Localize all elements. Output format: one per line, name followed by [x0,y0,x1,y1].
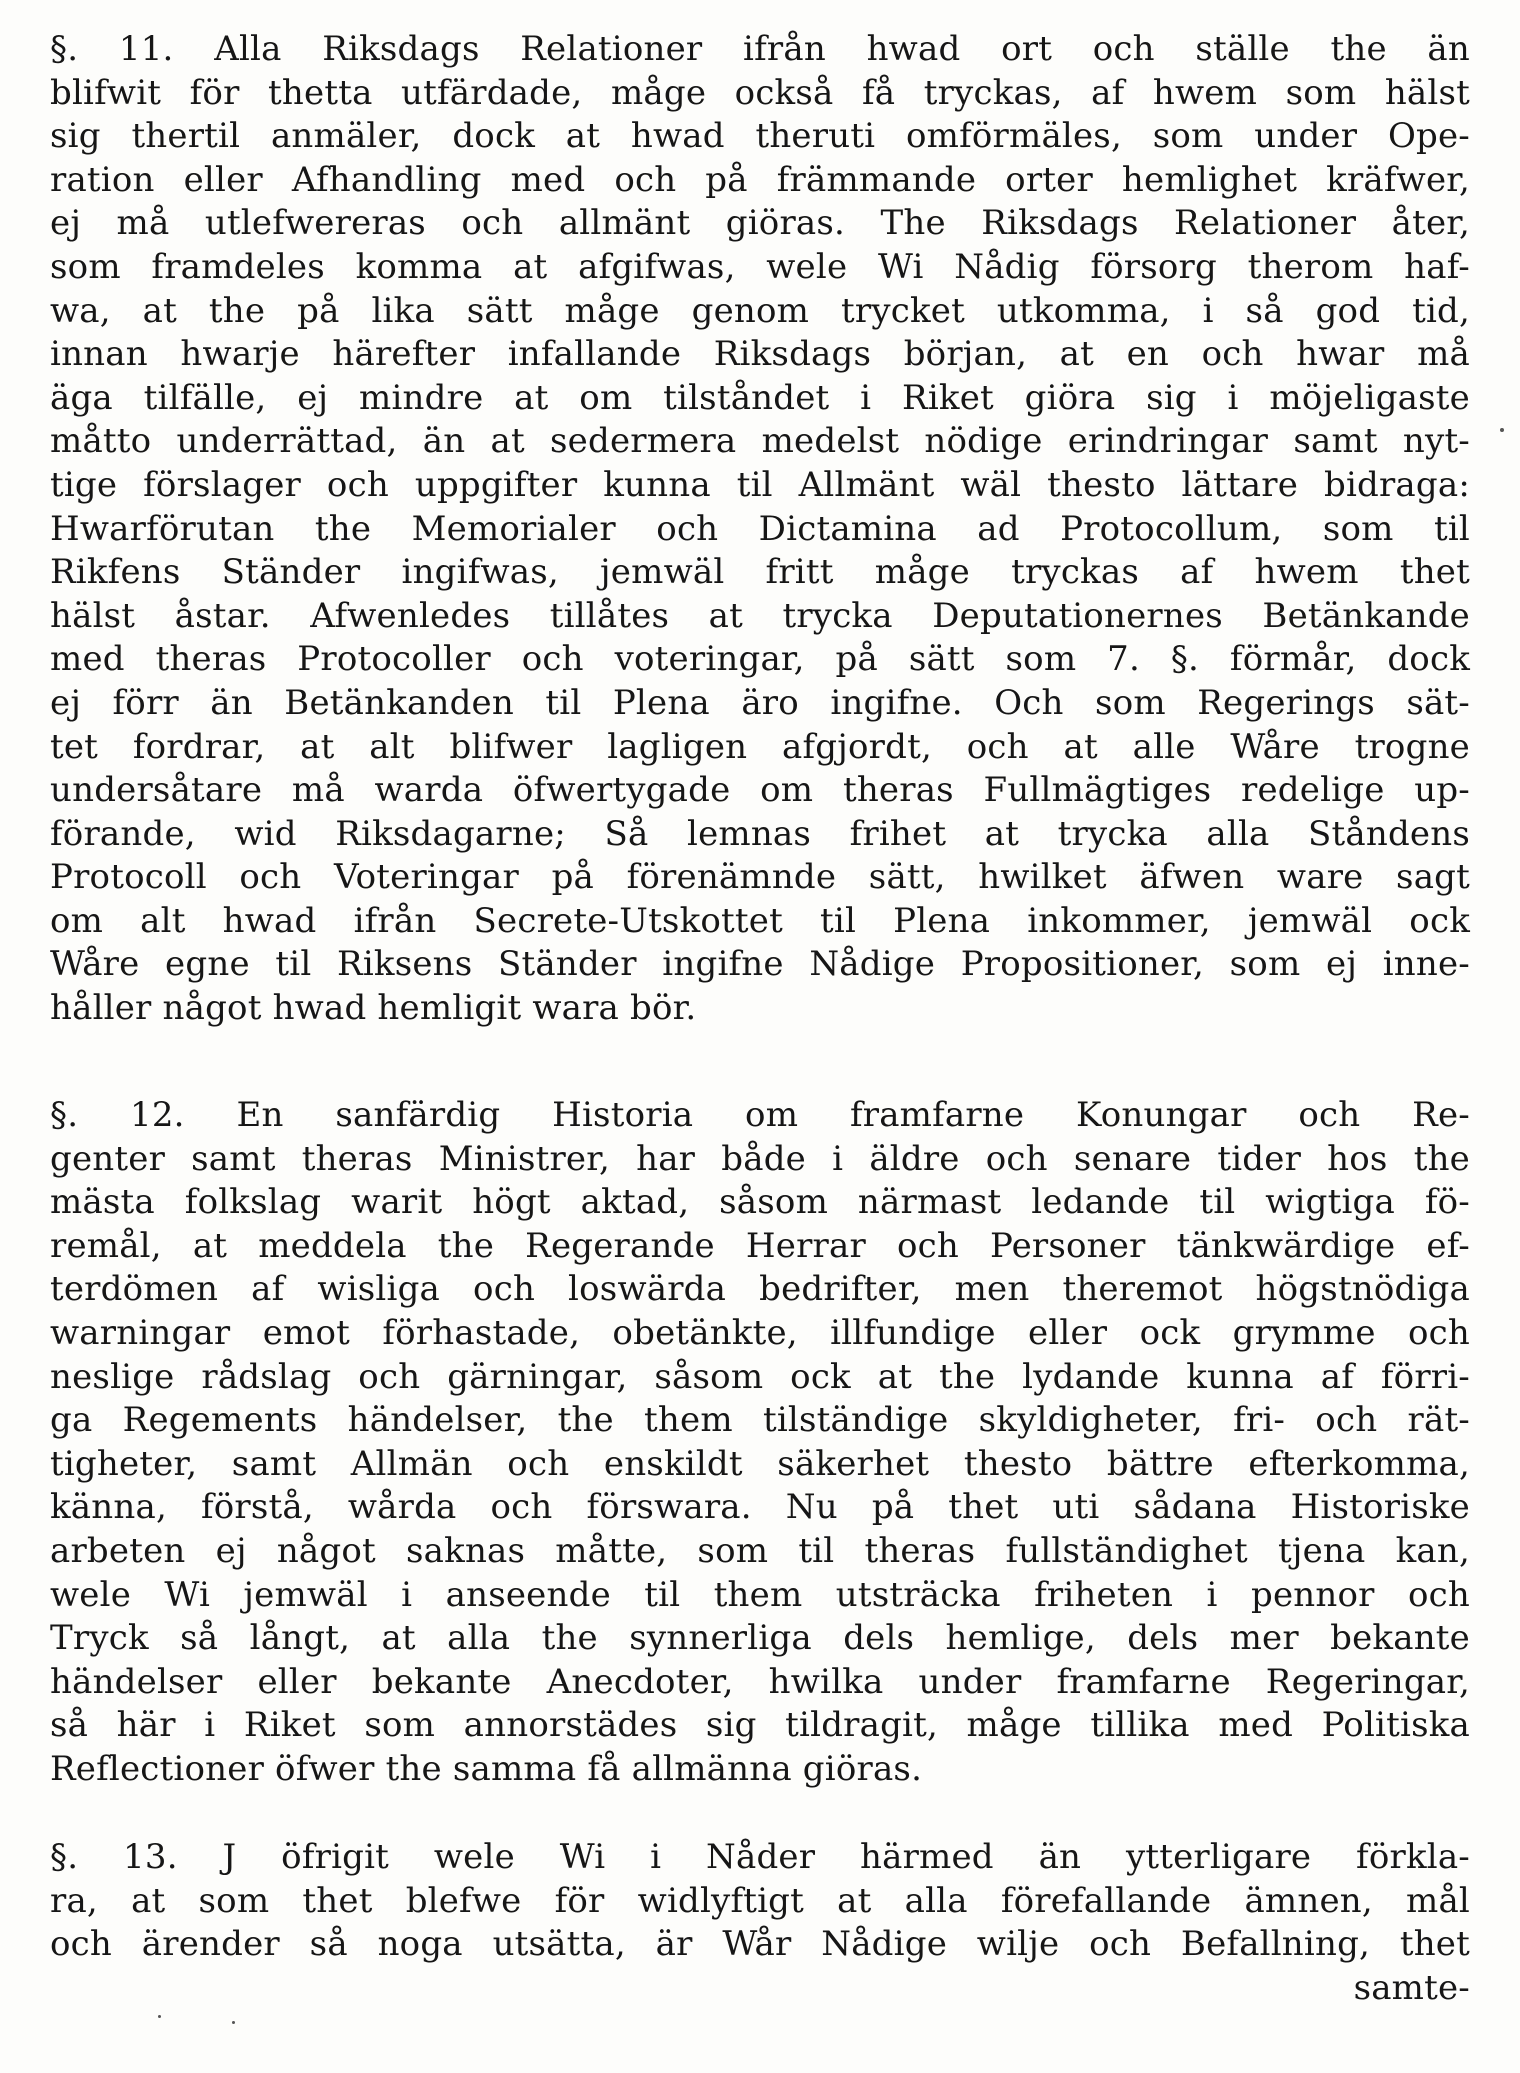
section-13-paragraph [50,1836,1470,2010]
text-line: händelser eller bekante Anecdoter, hwilka under framfarne Regeringar, [50,1661,1470,1702]
section-11-paragraph [50,28,1470,1031]
text-line: warningar emot förhastade, obetänkte, illfundige eller ock grymme och [50,1312,1470,1353]
text-line: håller något hwad hemligit wara bör. [50,988,697,1029]
text-line: med theras Protocoller och voteringar, på sätt som 7. §. förmår, dock [50,639,1470,680]
text-line: innan hwarje härefter infallande Riksdags början, at en och hwar må [50,334,1470,375]
text-line: wele Wi jemwäl i anseende til them utsträcka friheten i pennor och [50,1574,1470,1615]
text-line: §. 12. En sanfärdig Historia om framfarne Konungar och Re- [50,1095,1470,1135]
text-line: §. 13. J öfrigit wele Wi i Nåder härmed än ytterligare förkla- [50,1837,1470,1877]
text-line: Wåre egne til Riksens Ständer ingifne Nådige Propositioner, som ej inne- [50,944,1470,985]
text-line: wa, at the på lika sätt måge genom trycket utkomma, i så god tid, [50,290,1470,331]
text-line: terdömen af wisliga och loswärda bedrifter, men theremot högstnödiga [50,1269,1470,1310]
scan-speck [232,2021,235,2024]
text-line: ra, at som thet blefwe för widlyftigt at alla förefallande ämnen, mål [50,1880,1470,1921]
text-line: arbeten ej något saknas måtte, som til theras fullständighet tjena kan, [50,1530,1470,1571]
text-line: §. 11. Alla Riksdags Relationer ifrån hwad ort och ställe the än [50,29,1470,69]
text-line: Reflectioner öfwer the samma få allmänna giöras. [50,1748,923,1789]
text-line: blifwit för thetta utfärdade, måge också få tryckas, af hwem som hälst [50,72,1470,113]
text-line: ration eller Afhandling med och på främmande orter hemlighet kräfwer, [50,159,1470,200]
text-line: och ärender så noga utsätta, är Wår Nådige wilje och Befallning, thet [50,1924,1470,1965]
text-line: neslige rådslag och gärningar, såsom ock at the lydande kunna af förri- [50,1356,1470,1397]
text-line: mästa folkslag warit högt aktad, såsom närmast ledande til wigtiga fö- [50,1182,1470,1223]
text-line: om alt hwad ifrån Secrete-Utskottet til Plena inkommer, jemwäl ock [50,900,1470,941]
text-line: som framdeles komma at afgifwas, wele Wi Nådig försorg therom haf- [50,246,1470,287]
scan-speck [158,2015,161,2018]
text-line: remål, at meddela the Regerande Herrar och Personer tänkwärdige ef- [50,1225,1470,1266]
scan-speck [1500,428,1504,432]
text-line: känna, förstå, wårda och förswara. Nu på thet uti sådana Historiske [50,1487,1470,1528]
text-line: tigheter, samt Allmän och enskildt säkerhet thesto bättre efterkomma, [50,1443,1470,1484]
text-line: sig thertil anmäler, dock at hwad theruti omförmäles, som under Ope- [50,116,1470,157]
text-line: måtto underrättad, än at sedermera medelst nödige erindringar samt nyt- [50,421,1470,462]
text-line: Rikfens Ständer ingifwas, jemwäl fritt måge tryckas af hwem thet [50,552,1470,593]
text-line: ej förr än Betänkanden til Plena äro ingifne. Och som Regerings sät- [50,682,1470,723]
section-12-paragraph [50,1094,1470,1792]
text-line: så här i Riket som annorstädes sig tildragit, måge tillika med Politiska [50,1705,1470,1746]
text-line: Protocoll och Voteringar på förenämnde sätt, hwilket äfwen ware sagt [50,857,1470,898]
text-line: ga Regements händelser, the them tilständige skyldigheter, fri- och rät- [50,1400,1470,1441]
text-line: tige förslager och uppgifter kunna til Allmänt wäl thesto lättare bidraga: [50,464,1470,505]
text-line: undersåtare må warda öfwertygade om theras Fullmägtiges redelige up- [50,770,1470,811]
text-line: Hwarförutan the Memorialer och Dictamina ad Protocollum, som til [50,508,1470,549]
text-line: förande, wid Riksdagarne; Så lemnas frihet at trycka alla Ståndens [50,813,1470,854]
text-line: äga tilfälle, ej mindre at om tilståndet i Riket giöra sig i möjeligaste [50,377,1470,418]
text-line: genter samt theras Ministrer, har både i äldre och senare tider hos the [50,1138,1470,1179]
text-line: tet fordrar, at alt blifwer lagligen afgjordt, och at alle Wåre trogne [50,726,1470,767]
text-line: Tryck så långt, at alla the synnerliga dels hemlige, dels mer bekante [50,1618,1470,1659]
text-line: ej må utlefwereras och allmänt giöras. The Riksdags Relationer åter, [50,203,1470,244]
catchword: samte- [1353,1967,1470,2008]
text-line: hälst åstar. Afwenledes tillåtes at trycka Deputationernes Betänkande [50,595,1470,636]
